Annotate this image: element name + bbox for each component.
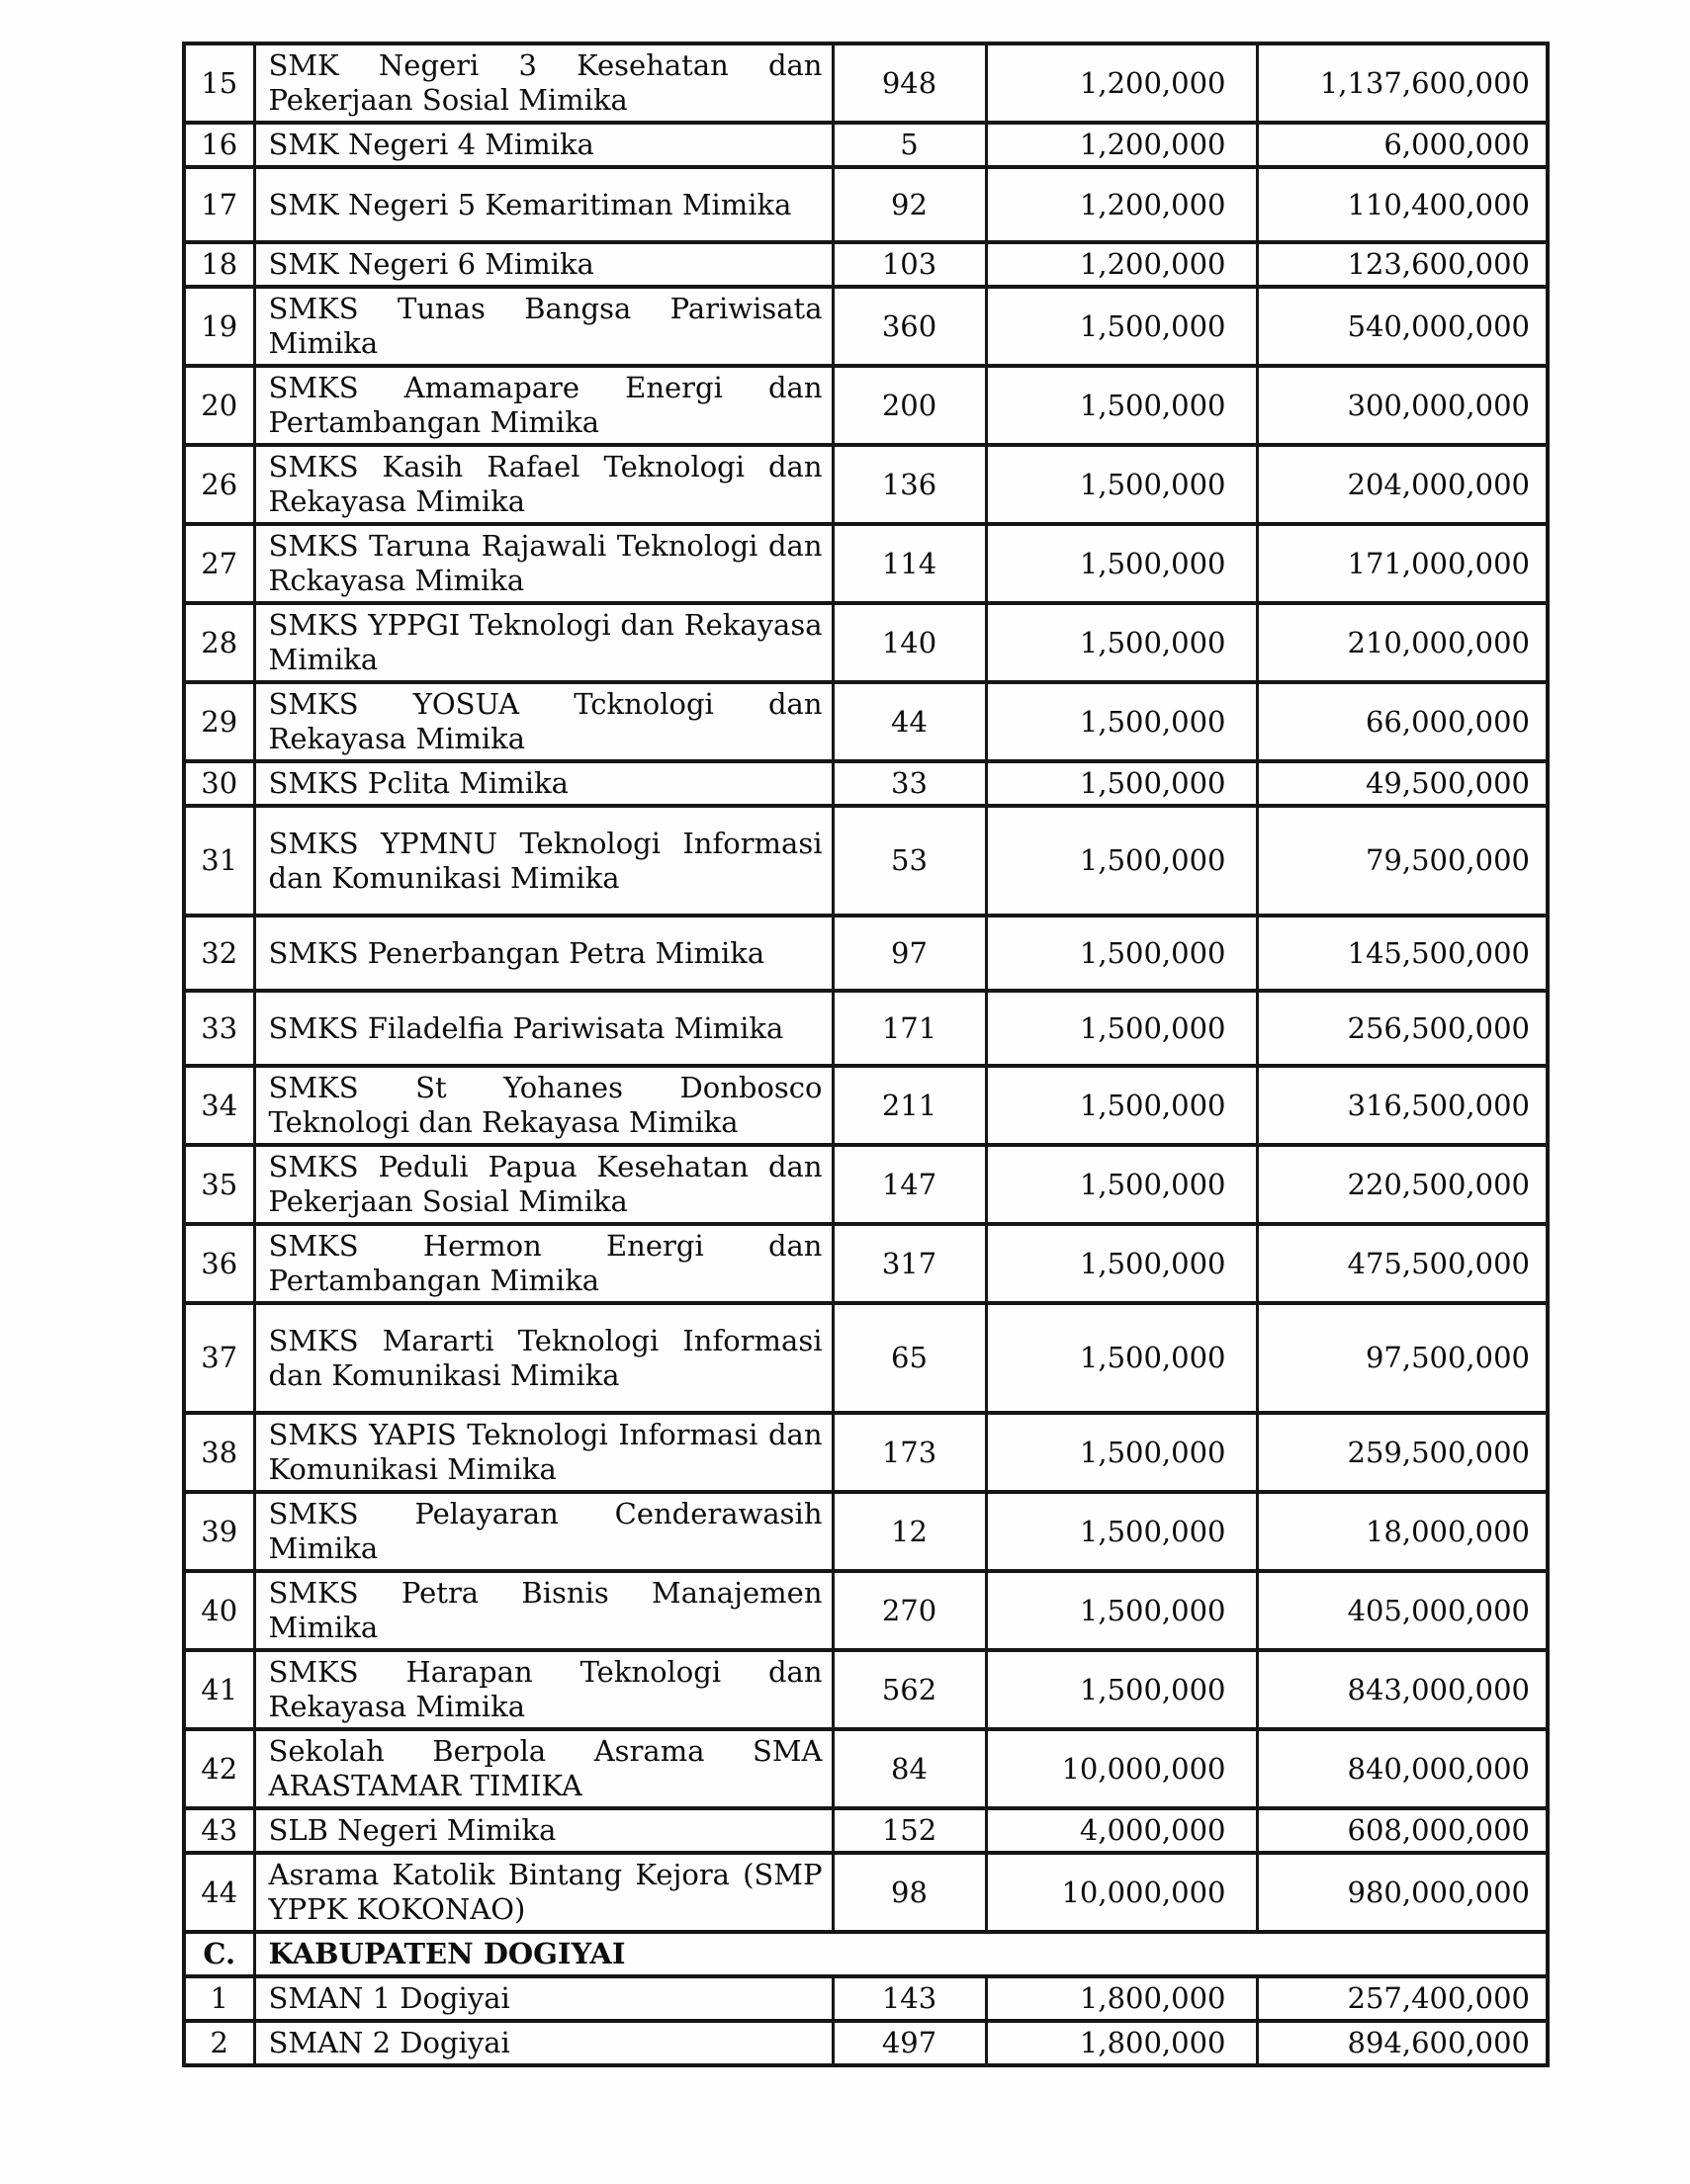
school-name-cell: SMK Negeri 3 Kesehatan dan Pekerjaan Sosial Mimika [254,44,833,123]
school-name-cell: SMAN 1 Dogiyai [254,1976,833,2021]
unit-amount-cell: 1,800,000 [986,2021,1257,2065]
total-amount-cell: 475,500,000 [1257,1224,1548,1303]
student-count-cell: 33 [833,761,986,806]
student-count-cell: 136 [833,445,986,524]
student-count-cell: 44 [833,682,986,761]
unit-amount-cell: 1,200,000 [986,44,1257,123]
table-row [184,1808,1548,1853]
row-number-cell: 43 [184,1808,254,1853]
student-count-cell: 143 [833,1976,986,2021]
table-row [184,1224,1548,1303]
student-count-cell: 317 [833,1224,986,1303]
total-amount-cell: 66,000,000 [1257,682,1548,761]
table-row [184,1853,1548,1932]
table-row [184,1066,1548,1145]
unit-amount-cell: 1,500,000 [986,1492,1257,1571]
unit-amount-cell: 4,000,000 [986,1808,1257,1853]
school-name-cell: SMKS YAPIS Teknologi Informasi dan Komunikasi Mimika [254,1413,833,1492]
student-count-cell: 12 [833,1492,986,1571]
school-name-cell: SMKS Kasih Rafael Teknologi dan Rekayasa Mimika [254,445,833,524]
table-row [184,916,1548,991]
row-number-cell: C. [184,1932,254,1976]
student-count-cell: 211 [833,1066,986,1145]
total-amount-cell: 843,000,000 [1257,1650,1548,1729]
unit-amount-cell: 1,500,000 [986,287,1257,366]
table-row [184,44,1548,123]
unit-amount-cell: 1,500,000 [986,1145,1257,1224]
total-amount-cell: 894,600,000 [1257,2021,1548,2065]
row-number-cell: 18 [184,242,254,287]
row-number-cell: 19 [184,287,254,366]
table-row [184,991,1548,1066]
total-amount-cell: 259,500,000 [1257,1413,1548,1492]
total-amount-cell: 608,000,000 [1257,1808,1548,1853]
row-number-cell: 35 [184,1145,254,1224]
school-name-cell: SMKS Petra Bisnis Manajemen Mimika [254,1571,833,1650]
school-name-cell: SMKS Taruna Rajawali Teknologi dan Rckayasa Mimika [254,524,833,603]
school-name-cell: SMKS YPMNU Teknologi Informasi dan Komunikasi Mimika [254,806,833,916]
student-count-cell: 200 [833,366,986,445]
row-number-cell: 33 [184,991,254,1066]
unit-amount-cell: 10,000,000 [986,1853,1257,1932]
row-number-cell: 29 [184,682,254,761]
student-count-cell: 5 [833,123,986,167]
table-row [184,1729,1548,1808]
row-number-cell: 26 [184,445,254,524]
student-count-cell: 65 [833,1303,986,1413]
total-amount-cell: 1,137,600,000 [1257,44,1548,123]
school-name-cell: Asrama Katolik Bintang Kejora (SMP YPPK KOKONAO) [254,1853,833,1932]
unit-amount-cell: 1,500,000 [986,603,1257,682]
row-number-cell: 16 [184,123,254,167]
table-row [184,682,1548,761]
total-amount-cell: 18,000,000 [1257,1492,1548,1571]
table-row [184,2021,1548,2065]
student-count-cell: 140 [833,603,986,682]
school-name-cell: SMKS Pelayaran Cenderawasih Mimika [254,1492,833,1571]
total-amount-cell: 316,500,000 [1257,1066,1548,1145]
table-row [184,1492,1548,1571]
table-row [184,287,1548,366]
student-count-cell: 270 [833,1571,986,1650]
student-count-cell: 147 [833,1145,986,1224]
row-number-cell: 39 [184,1492,254,1571]
student-count-cell: 97 [833,916,986,991]
unit-amount-cell: 10,000,000 [986,1729,1257,1808]
row-number-cell: 20 [184,366,254,445]
table-row [184,603,1548,682]
student-count-cell: 497 [833,2021,986,2065]
row-number-cell: 30 [184,761,254,806]
table-row [184,167,1548,242]
total-amount-cell: 257,400,000 [1257,1976,1548,2021]
total-amount-cell: 204,000,000 [1257,445,1548,524]
unit-amount-cell: 1,500,000 [986,682,1257,761]
school-name-cell: SMAN 2 Dogiyai [254,2021,833,2065]
total-amount-cell: 145,500,000 [1257,916,1548,991]
table-row [184,1976,1548,2021]
student-count-cell: 53 [833,806,986,916]
unit-amount-cell: 1,500,000 [986,445,1257,524]
row-number-cell: 28 [184,603,254,682]
total-amount-cell: 840,000,000 [1257,1729,1548,1808]
school-name-cell: SMKS Tunas Bangsa Pariwisata Mimika [254,287,833,366]
table-row [184,1571,1548,1650]
student-count-cell: 114 [833,524,986,603]
school-name-cell: SMKS Penerbangan Petra Mimika [254,916,833,991]
school-name-cell: SMKS Filadelfia Pariwisata Mimika [254,991,833,1066]
table-row [184,366,1548,445]
row-number-cell: 31 [184,806,254,916]
student-count-cell: 562 [833,1650,986,1729]
row-number-cell: 37 [184,1303,254,1413]
table-row [184,761,1548,806]
student-count-cell: 103 [833,242,986,287]
section-header-row [184,1932,1548,1976]
row-number-cell: 44 [184,1853,254,1932]
student-count-cell: 360 [833,287,986,366]
unit-amount-cell: 1,800,000 [986,1976,1257,2021]
unit-amount-cell: 1,500,000 [986,1650,1257,1729]
row-number-cell: 36 [184,1224,254,1303]
student-count-cell: 84 [833,1729,986,1808]
school-name-cell: SMK Negeri 5 Kemaritiman Mimika [254,167,833,242]
unit-amount-cell: 1,500,000 [986,1066,1257,1145]
school-name-cell: SMKS Pclita Mimika [254,761,833,806]
school-name-cell: SMKS YOSUA Tcknologi dan Rekayasa Mimika [254,682,833,761]
table-row [184,123,1548,167]
school-name-cell: SMKS St Yohanes Donbosco Teknologi dan Rekayasa Mimika [254,1066,833,1145]
unit-amount-cell: 1,500,000 [986,761,1257,806]
student-count-cell: 92 [833,167,986,242]
table-body [184,44,1548,2065]
unit-amount-cell: 1,200,000 [986,167,1257,242]
school-name-cell: SMKS Harapan Teknologi dan Rekayasa Mimika [254,1650,833,1729]
total-amount-cell: 110,400,000 [1257,167,1548,242]
unit-amount-cell: 1,500,000 [986,366,1257,445]
total-amount-cell: 256,500,000 [1257,991,1548,1066]
unit-amount-cell: 1,500,000 [986,991,1257,1066]
student-count-cell: 98 [833,1853,986,1932]
student-count-cell: 171 [833,991,986,1066]
student-count-cell: 152 [833,1808,986,1853]
table-row [184,524,1548,603]
row-number-cell: 27 [184,524,254,603]
school-name-cell: Sekolah Berpola Asrama SMA ARASTAMAR TIMIKA [254,1729,833,1808]
unit-amount-cell: 1,500,000 [986,806,1257,916]
total-amount-cell: 171,000,000 [1257,524,1548,603]
total-amount-cell: 540,000,000 [1257,287,1548,366]
total-amount-cell: 6,000,000 [1257,123,1548,167]
total-amount-cell: 79,500,000 [1257,806,1548,916]
school-name-cell: SMKS Mararti Teknologi Informasi dan Komunikasi Mimika [254,1303,833,1413]
total-amount-cell: 49,500,000 [1257,761,1548,806]
row-number-cell: 2 [184,2021,254,2065]
student-count-cell: 173 [833,1413,986,1492]
row-number-cell: 38 [184,1413,254,1492]
unit-amount-cell: 1,500,000 [986,1224,1257,1303]
table-row [184,445,1548,524]
row-number-cell: 32 [184,916,254,991]
table-row [184,1413,1548,1492]
row-number-cell: 41 [184,1650,254,1729]
school-name-cell: SLB Negeri Mimika [254,1808,833,1853]
unit-amount-cell: 1,500,000 [986,1413,1257,1492]
unit-amount-cell: 1,200,000 [986,123,1257,167]
row-number-cell: 42 [184,1729,254,1808]
total-amount-cell: 123,600,000 [1257,242,1548,287]
school-name-cell: SMK Negeri 6 Mimika [254,242,833,287]
row-number-cell: 40 [184,1571,254,1650]
school-name-cell: SMK Negeri 4 Mimika [254,123,833,167]
total-amount-cell: 300,000,000 [1257,366,1548,445]
total-amount-cell: 97,500,000 [1257,1303,1548,1413]
school-name-cell: SMKS Peduli Papua Kesehatan dan Pekerjaan Sosial Mimika [254,1145,833,1224]
total-amount-cell: 210,000,000 [1257,603,1548,682]
unit-amount-cell: 1,500,000 [986,524,1257,603]
row-number-cell: 1 [184,1976,254,2021]
section-title-cell: KABUPATEN DOGIYAI [254,1932,1548,1976]
school-budget-table [182,42,1550,2067]
school-name-cell: SMKS Hermon Energi dan Pertambangan Mimika [254,1224,833,1303]
row-number-cell: 15 [184,44,254,123]
table-row [184,1303,1548,1413]
table-row [184,242,1548,287]
school-name-cell: SMKS YPPGI Teknologi dan Rekayasa Mimika [254,603,833,682]
student-count-cell: 948 [833,44,986,123]
total-amount-cell: 405,000,000 [1257,1571,1548,1650]
unit-amount-cell: 1,500,000 [986,1303,1257,1413]
unit-amount-cell: 1,200,000 [986,242,1257,287]
school-name-cell: SMKS Amamapare Energi dan Pertambangan Mimika [254,366,833,445]
table-row [184,1650,1548,1729]
unit-amount-cell: 1,500,000 [986,1571,1257,1650]
total-amount-cell: 220,500,000 [1257,1145,1548,1224]
table-row [184,806,1548,916]
row-number-cell: 34 [184,1066,254,1145]
table-row [184,1145,1548,1224]
row-number-cell: 17 [184,167,254,242]
total-amount-cell: 980,000,000 [1257,1853,1548,1932]
unit-amount-cell: 1,500,000 [986,916,1257,991]
